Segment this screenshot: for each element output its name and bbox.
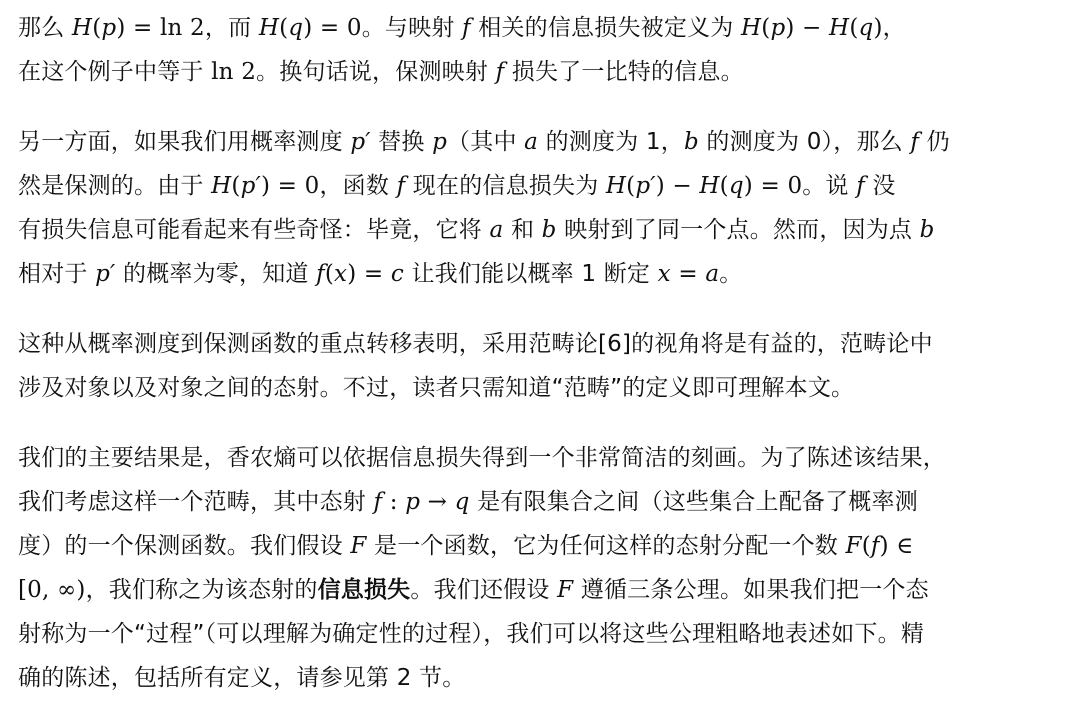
math-fragment: q <box>728 173 744 199</box>
math-fragment: ) − <box>785 15 830 41</box>
math-fragment: b <box>541 217 557 243</box>
math-fragment: H <box>605 173 627 199</box>
text-fragment: ，而 <box>204 15 259 41</box>
paragraph-2 <box>18 120 1064 296</box>
math-fragment: F <box>350 533 367 559</box>
text-fragment: 那么 <box>18 15 72 41</box>
math-fragment: ( <box>324 261 335 287</box>
text-fragment: 仍 <box>919 129 950 155</box>
math-fragment: : <box>382 489 406 515</box>
text-line <box>18 480 1064 524</box>
paragraph-1 <box>18 6 1064 94</box>
text-fragment: ，函数 <box>319 173 397 199</box>
text-fragment: 。与映射 <box>361 15 463 41</box>
text-line <box>18 120 1064 164</box>
bold-term: 信息损失 <box>317 577 411 603</box>
text-fragment: 我们的主要结果是，香农熵可以依据信息损失得到一个非常简洁的刻画。为了陈述该结果， <box>18 445 946 471</box>
math-fragment: ( <box>626 173 636 199</box>
text-fragment: 替换 <box>370 129 433 155</box>
math-fragment: ) − <box>655 173 700 199</box>
paragraph-3 <box>18 322 1064 410</box>
text-fragment: 让我们能以概率 1 断定 <box>403 261 658 287</box>
text-line <box>18 322 1064 366</box>
math-fragment: f <box>870 533 880 559</box>
text-fragment: 。我们还假设 <box>410 577 558 603</box>
text-fragment: 损失了一比特的信息。 <box>504 59 744 85</box>
math-fragment: ) = 0 <box>743 173 803 199</box>
text-fragment: 映射到了同一个点。然而，因为点 <box>556 217 920 243</box>
math-fragment: ( <box>92 15 102 41</box>
math-fragment: a <box>489 217 504 243</box>
math-fragment: q <box>858 15 874 41</box>
math-fragment: q <box>288 15 304 41</box>
math-fragment: H <box>740 15 762 41</box>
math-fragment: p <box>405 489 421 515</box>
math-fragment: ( <box>279 15 289 41</box>
text-fragment: 是一个函数，它为任何这样的态射分配一个数 <box>366 533 846 559</box>
math-fragment: ) <box>873 15 883 41</box>
text-line <box>18 208 1064 252</box>
text-fragment: （其中 <box>447 129 525 155</box>
math-fragment: a <box>705 261 720 287</box>
text-fragment: ， <box>882 15 906 41</box>
math-fragment: f <box>462 15 471 41</box>
text-fragment: 。换句话说，保测映射 <box>256 59 496 85</box>
text-fragment: 的测度为 1， <box>538 129 684 155</box>
text-fragment: 这种从概率测度到保测函数的重点转移表明，采用范畴论[6]的视角将是有益的，范畴论中 <box>18 331 933 357</box>
text-line <box>18 656 1064 700</box>
paragraph-4 <box>18 436 1064 700</box>
text-line <box>18 612 1064 656</box>
text-fragment: 相对于 <box>18 261 96 287</box>
math-fragment: x <box>334 261 348 287</box>
text-fragment: 涉及对象以及对象之间的态射。不过，读者只需知道“范畴”的定义即可理解本文。 <box>18 375 855 401</box>
math-fragment: [0, ∞) <box>18 577 86 603</box>
text-fragment: 和 <box>503 217 542 243</box>
math-fragment: a <box>524 129 539 155</box>
math-fragment: p′ <box>350 129 371 155</box>
math-fragment: f <box>856 173 865 199</box>
text-fragment: 另一方面，如果我们用概率测度 <box>18 129 351 155</box>
math-fragment: ) = 0 <box>303 15 362 41</box>
text-fragment: 的概率为零，知道 <box>115 261 317 287</box>
text-line <box>18 568 1064 612</box>
math-fragment: H <box>211 173 232 199</box>
math-fragment: p′ <box>635 173 656 199</box>
math-fragment: H <box>699 173 720 199</box>
math-fragment: q <box>454 489 470 515</box>
text-fragment: 然是保测的。由于 <box>18 173 212 199</box>
text-fragment: 我们考虑这样一个范畴，其中态射 <box>18 489 374 515</box>
text-fragment: 是有限集合之间（这些集合上配备了概率测 <box>469 489 918 515</box>
math-fragment: ( <box>231 173 241 199</box>
text-line <box>18 6 1064 50</box>
text-fragment: 现在的信息损失为 <box>405 173 606 199</box>
math-fragment: f <box>316 261 325 287</box>
math-fragment: p <box>770 15 786 41</box>
text-fragment: 射称为一个“过程”（可以理解为确定性的过程），我们可以将这些公理粗略地表述如下。精 <box>18 621 925 647</box>
text-line <box>18 436 1064 480</box>
math-fragment: p <box>432 129 448 155</box>
math-fragment: = <box>670 261 706 287</box>
math-fragment: f <box>373 489 383 515</box>
math-fragment: ) ∈ <box>879 533 914 559</box>
math-fragment: f <box>910 129 920 155</box>
text-fragment: 有损失信息可能看起来有些奇怪：毕竟，它将 <box>18 217 490 243</box>
math-fragment: p′ <box>240 173 261 199</box>
math-fragment: f <box>495 59 505 85</box>
math-fragment: b <box>919 217 935 243</box>
math-fragment: ( <box>719 173 729 199</box>
math-fragment: p′ <box>95 261 116 287</box>
text-fragment: ，我们称之为该态射的 <box>85 577 318 603</box>
math-fragment: ln 2 <box>211 59 257 85</box>
math-fragment: F <box>557 577 574 603</box>
math-fragment: H <box>829 15 850 41</box>
math-fragment: F <box>845 533 862 559</box>
math-fragment: H <box>258 15 280 41</box>
text-line <box>18 50 1064 94</box>
text-line <box>18 252 1064 296</box>
text-line <box>18 164 1064 208</box>
math-fragment: H <box>71 15 93 41</box>
math-fragment: c <box>390 261 404 287</box>
math-fragment: b <box>683 129 699 155</box>
math-fragment: p <box>101 15 117 41</box>
text-fragment: 的测度为 0），那么 <box>698 129 911 155</box>
math-fragment: ) = <box>347 261 391 287</box>
text-fragment: 。 <box>719 261 743 287</box>
text-fragment: 在这个例子中等于 <box>18 59 212 85</box>
text-line <box>18 366 1064 410</box>
text-fragment: 遵循三条公理。如果我们把一个态 <box>573 577 929 603</box>
text-fragment: 没 <box>864 173 896 199</box>
math-fragment: f <box>396 173 406 199</box>
math-fragment: x <box>657 261 671 287</box>
math-fragment: → <box>420 489 455 515</box>
math-fragment: ( <box>849 15 859 41</box>
math-fragment: ) = 0 <box>260 173 320 199</box>
math-fragment: ( <box>861 533 871 559</box>
text-fragment: 。说 <box>802 173 857 199</box>
text-fragment: 度）的一个保测函数。我们假设 <box>18 533 351 559</box>
math-fragment: ( <box>761 15 771 41</box>
math-fragment: ) = ln 2 <box>116 15 205 41</box>
text-line <box>18 524 1064 568</box>
text-fragment: 相关的信息损失被定义为 <box>470 15 741 41</box>
text-fragment: 确的陈述，包括所有定义，请参见第 2 节。 <box>18 665 466 691</box>
